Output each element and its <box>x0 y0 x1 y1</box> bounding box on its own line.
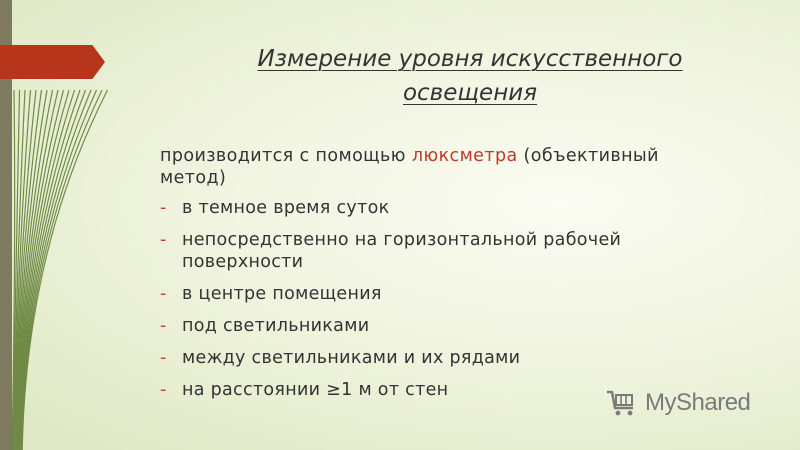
myshared-watermark <box>605 383 770 423</box>
list-item-text: в темное время суток <box>182 198 390 218</box>
cart-icon <box>605 386 639 420</box>
measurement-conditions-list <box>160 197 720 401</box>
list-item-text: между светильниками и их рядами <box>182 348 521 368</box>
slide-body <box>160 145 720 411</box>
bullet-dash: - <box>160 348 167 368</box>
bullet-dash: - <box>160 198 167 218</box>
list-item <box>160 347 720 369</box>
intro-highlight-luxmeter: люксметра <box>411 146 518 166</box>
intro-text <box>160 145 720 189</box>
list-item-text: под светильниками <box>182 316 370 336</box>
list-item <box>160 197 720 219</box>
watermark-text: MyShared <box>645 389 751 416</box>
list-item <box>160 283 720 305</box>
bullet-dash: - <box>160 316 167 336</box>
list-item-text: в центре помещения <box>182 284 382 304</box>
list-item <box>160 229 720 273</box>
list-item <box>160 315 720 337</box>
list-item-text: непосредственно на горизонтальной рабочей поверхности <box>182 230 622 272</box>
title-arrow-accent <box>0 45 105 79</box>
bullet-dash: - <box>160 380 167 400</box>
intro-after: (объективный метод) <box>160 146 659 188</box>
list-item-text: на расстоянии ≥1 м от стен <box>182 380 449 400</box>
bullet-dash: - <box>160 284 167 304</box>
slide-title: Измерение уровня искусственного освещения <box>257 46 683 106</box>
bullet-dash: - <box>160 230 167 250</box>
intro-before: производится с помощью <box>160 146 412 166</box>
